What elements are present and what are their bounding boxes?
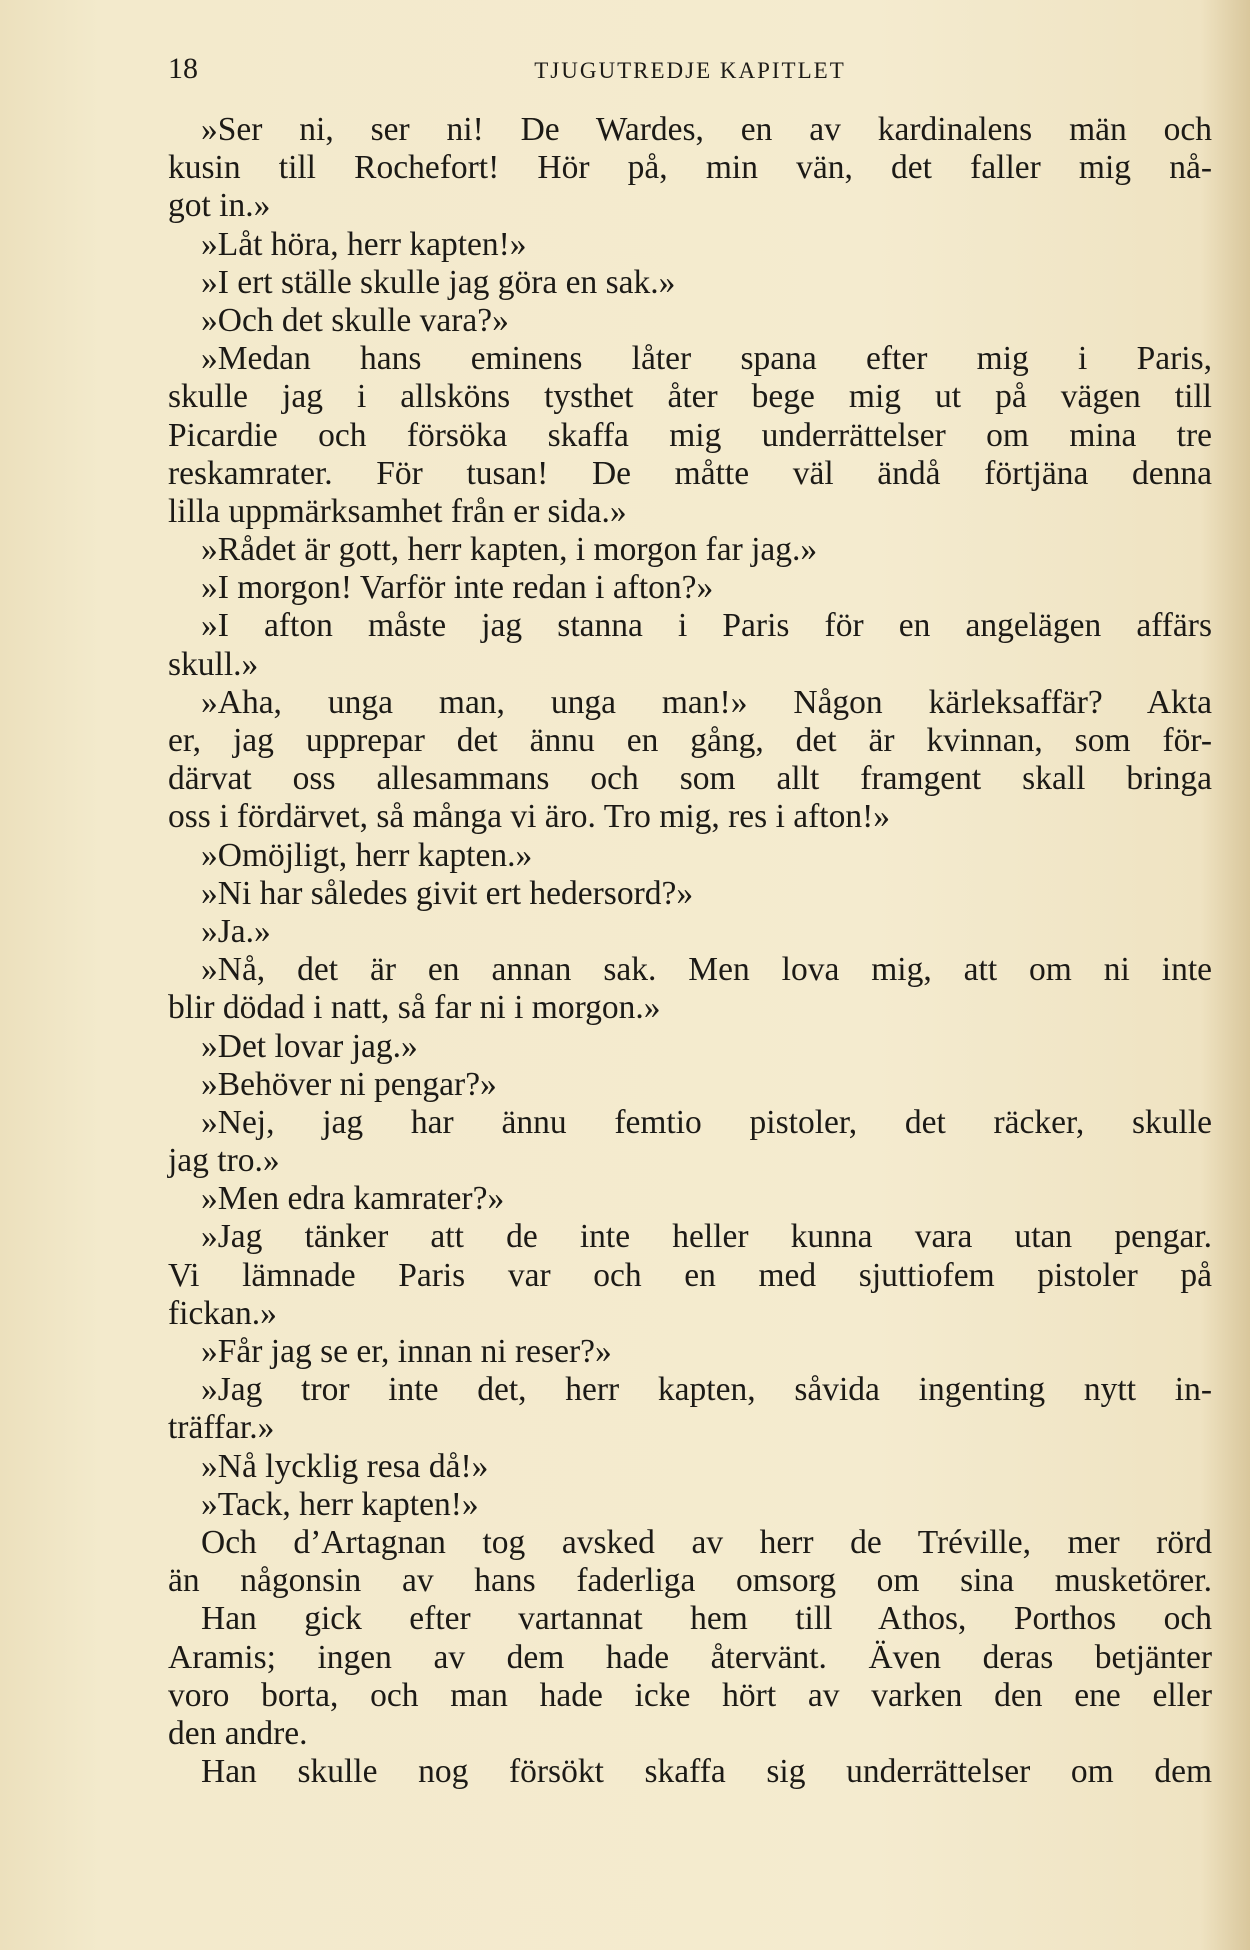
text-line: »Tack, herr kapten!» <box>201 1485 479 1523</box>
text-line: träffar.» <box>168 1409 275 1447</box>
text-line: Aramis; ingen av dem hade återvänt. Även deras betjänter <box>168 1638 1212 1676</box>
text-line: »Behöver ni pengar?» <box>201 1065 497 1103</box>
text-line: än någonsin av hans faderliga omsorg om sina musketörer. <box>168 1562 1212 1600</box>
text-line: fickan.» <box>168 1294 277 1332</box>
text-line: »Ja.» <box>201 912 271 950</box>
text-line: »Nej, jag har ännu femtio pistoler, det räcker, skulle <box>201 1103 1212 1141</box>
text-line: Picardie och försöka skaffa mig underrättelser om mina tre <box>168 416 1212 454</box>
text-line: »Får jag se er, innan ni reser?» <box>201 1333 612 1370</box>
text-line: got in.» <box>168 187 271 225</box>
text-line: »Ni har således givit ert hedersord?» <box>201 874 694 912</box>
text-line: »Nå, det är en annan sak. Men lova mig, att om ni inte <box>201 951 1212 989</box>
text-line: skulle jag i allsköns tysthet åter bege mig ut på vägen till <box>168 378 1212 416</box>
text-line: »Och det skulle vara?» <box>201 301 509 339</box>
text-line: den andre. <box>168 1714 308 1752</box>
text-line: jag tro.» <box>168 1142 280 1180</box>
text-line: Vi lämnade Paris var och en med sjuttiofem pistoler på <box>168 1256 1212 1294</box>
text-line: blir dödad i natt, så far ni i morgon.» <box>168 989 661 1027</box>
text-line: »Omöjligt, herr kapten.» <box>201 836 533 874</box>
text-line: »Rådet är gott, herr kapten, i morgon far jag.» <box>201 531 818 569</box>
page-header <box>168 52 1212 92</box>
text-line: »Medan hans eminens låter spana efter mig i Paris, <box>201 340 1212 378</box>
text-line: »Men edra kamrater?» <box>201 1180 505 1218</box>
text-line: »Nå lycklig resa då!» <box>201 1447 489 1485</box>
text-line: Och d’Artagnan tog avsked av herr de Tréville, mer rörd <box>201 1523 1212 1561</box>
text-line: voro borta, och man hade icke hört av varken den ene eller <box>168 1676 1212 1714</box>
text-line: reskamrater. För tusan! De måtte väl ändå förtjäna denna <box>168 454 1212 492</box>
text-line: kusin till Rochefort! Hör på, min vän, det faller mig nå- <box>168 149 1212 187</box>
text-line: »I afton måste jag stanna i Paris för en angelägen affärs <box>201 607 1212 645</box>
text-line: »Jag tror inte det, herr kapten, såvida ingenting nytt in- <box>201 1371 1212 1409</box>
text-line: Han gick efter vartannat hem till Athos, Porthos och <box>201 1600 1212 1638</box>
text-line: »I morgon! Varför inte redan i afton?» <box>201 569 714 607</box>
page-number: 18 <box>168 52 198 85</box>
text-line: Han skulle nog försökt skaffa sig underrättelser om dem <box>201 1753 1212 1791</box>
text-line: er, jag upprepar det ännu en gång, det är kvinnan, som för- <box>168 722 1212 759</box>
text-line: »Jag tänker att de inte heller kunna vara utan pengar. <box>201 1218 1212 1256</box>
running-title: TJUGUTREDJE KAPITLET <box>534 58 846 83</box>
text-line: skull.» <box>168 645 259 683</box>
text-line: därvat oss allesammans och som allt framgent skall bringa <box>168 760 1212 798</box>
text-line: »Aha, unga man, unga man!» Någon kärleksaffär? Akta <box>201 683 1212 721</box>
text-line: »Låt höra, herr kapten!» <box>201 225 527 263</box>
text-line: »Det lovar jag.» <box>201 1027 418 1065</box>
text-line: oss i fördärvet, så många vi äro. Tro mig, res i afton!» <box>168 798 890 836</box>
text-line: lilla uppmärksamhet från er sida.» <box>168 492 627 530</box>
text-line: »Ser ni, ser ni! De Wardes, en av kardinalens män och <box>201 111 1212 148</box>
text-line: »I ert ställe skulle jag göra en sak.» <box>201 263 676 301</box>
body-text <box>168 111 1212 1791</box>
